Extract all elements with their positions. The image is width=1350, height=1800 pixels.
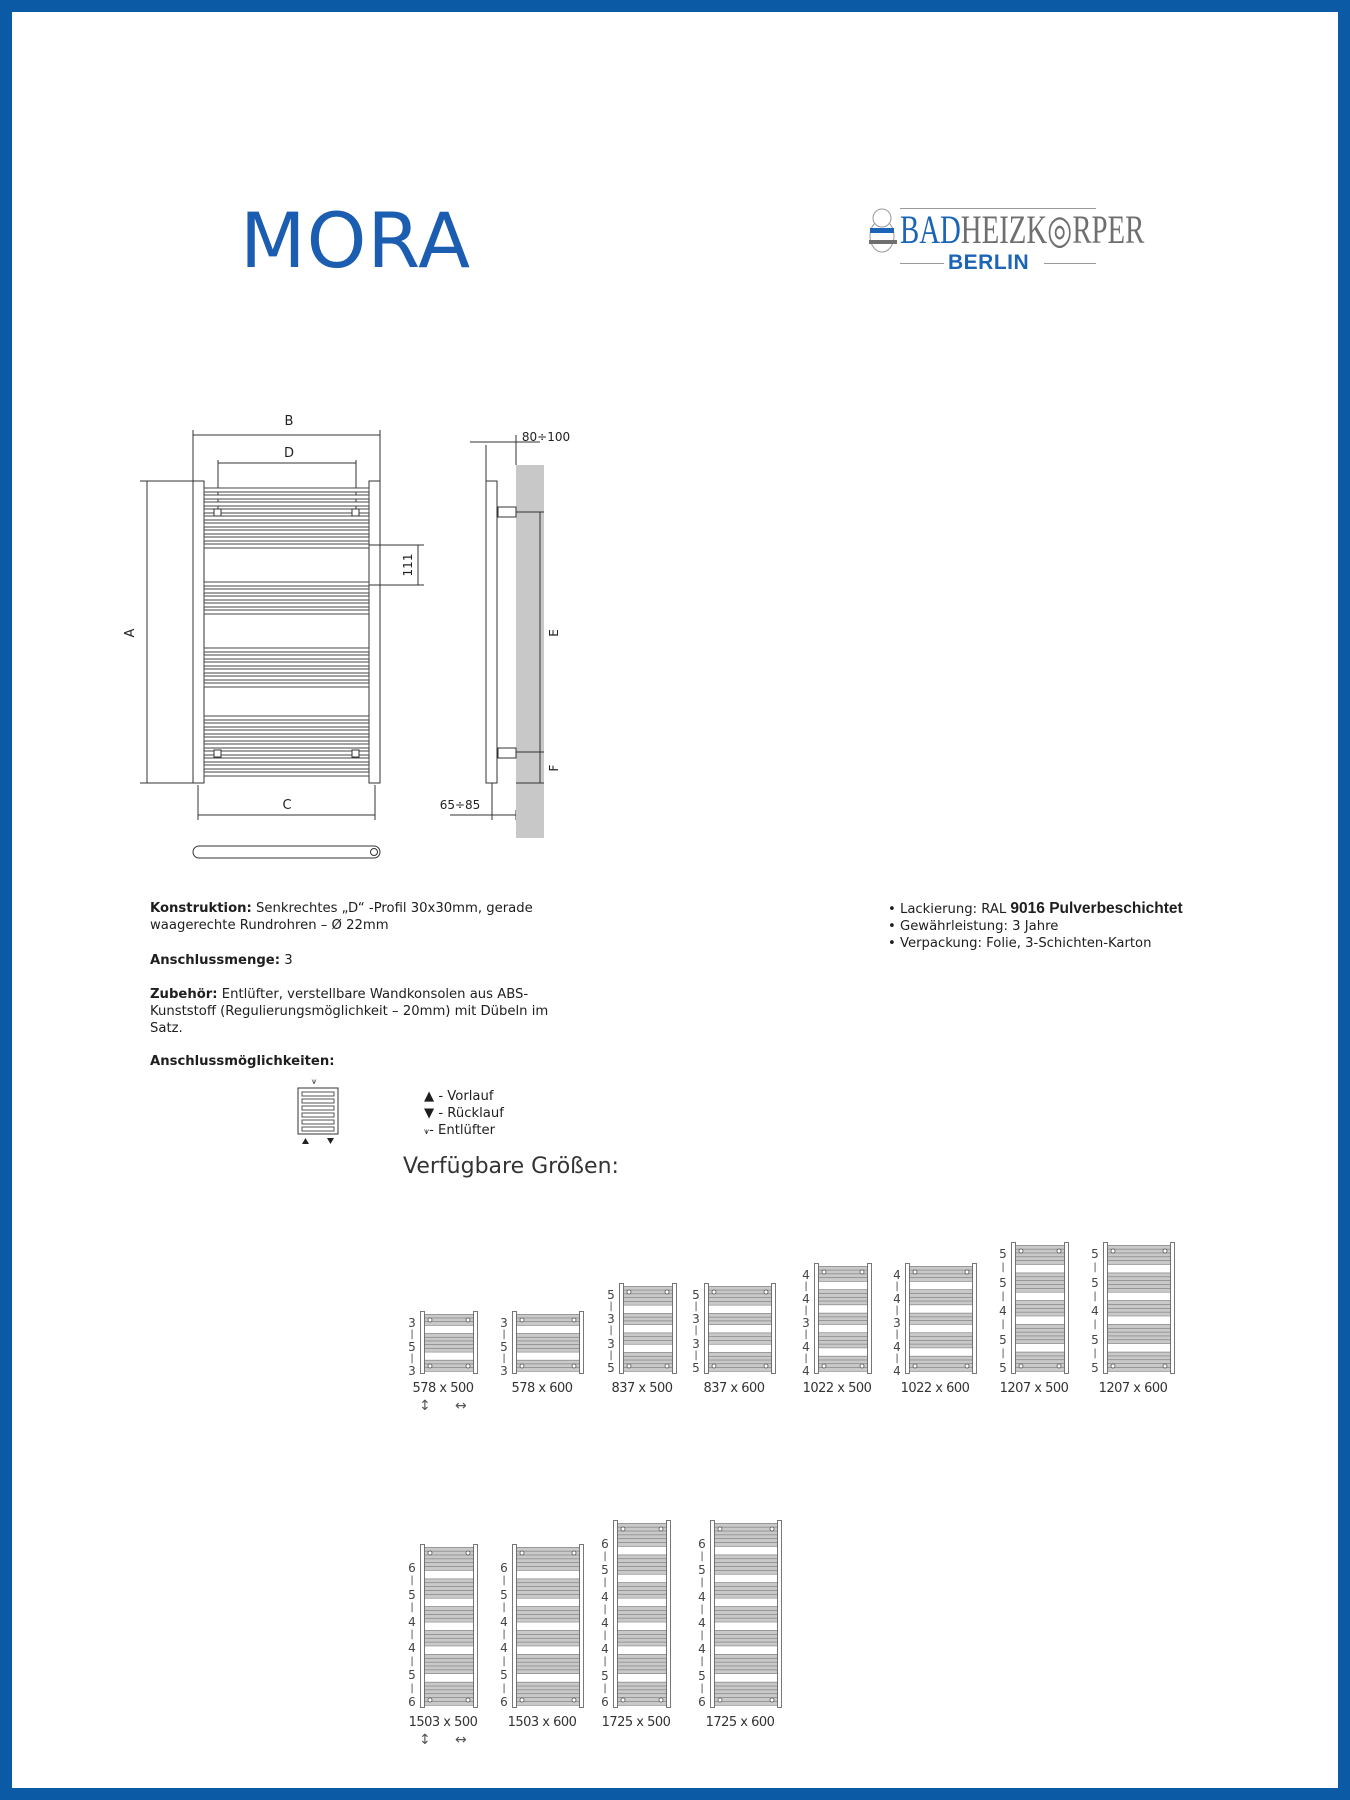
bar-group-count: 5 bbox=[607, 1360, 615, 1375]
spec-anschlussmenge: Anschlussmenge: 3 bbox=[150, 953, 293, 968]
bar-group-count: 5 bbox=[500, 1587, 508, 1602]
bar-group-count: 5 bbox=[1091, 1361, 1099, 1375]
feature-gewaehrleistung: • Gewährleistung: 3 Jahre bbox=[888, 919, 1059, 934]
bar-group-count: 4 bbox=[601, 1589, 609, 1604]
radiator-thumbnail bbox=[512, 1311, 584, 1374]
connection-diagram bbox=[270, 1074, 340, 1150]
bar-group-count: 4 bbox=[500, 1614, 508, 1629]
bar-group-counts: 5 | 5 | 4 | 5 | 5 bbox=[999, 1247, 1007, 1375]
dimension-label-a: A bbox=[123, 628, 138, 638]
dimension-label-d: D bbox=[283, 446, 295, 461]
bar-group-count: 4 bbox=[1091, 1304, 1099, 1318]
size-label: 1725 x 500 bbox=[601, 1715, 671, 1730]
bar-group-counts: 3 | 5 | 3 bbox=[500, 1316, 508, 1378]
bar-group-count: 3 bbox=[408, 1316, 416, 1330]
bar-group-counts: 5 | 3 | 3 | 5 bbox=[692, 1288, 700, 1375]
technical-drawing bbox=[110, 400, 570, 870]
bar-group-count: 5 bbox=[1091, 1275, 1099, 1290]
bar-group-count: 6 bbox=[500, 1561, 508, 1575]
height-arrow-icon: ↕ bbox=[419, 1732, 431, 1748]
vent-icon: ⩛ bbox=[424, 1127, 430, 1137]
bar-group-count: 4 bbox=[893, 1292, 901, 1306]
bar-group-count: 4 bbox=[893, 1364, 901, 1378]
legend-entluefter: ⩛- Entlüfter bbox=[424, 1123, 496, 1138]
dimension-label-e: E bbox=[547, 629, 561, 637]
bar-group-count: 5 bbox=[601, 1563, 609, 1578]
legend-vorlauf: ▲ - Vorlauf bbox=[424, 1089, 494, 1104]
bar-group-count: 5 bbox=[999, 1361, 1007, 1375]
bear-icon bbox=[866, 206, 902, 254]
bar-group-count: 4 bbox=[802, 1364, 810, 1378]
bar-group-count: 3 bbox=[500, 1364, 508, 1378]
bar-group-count: 4 bbox=[408, 1614, 416, 1629]
bar-group-count: 6 bbox=[698, 1537, 706, 1551]
size-label: 1503 x 600 bbox=[507, 1715, 577, 1730]
product-title: MORA bbox=[240, 196, 472, 285]
legend-ruecklauf: ▼ - Rücklauf bbox=[424, 1106, 504, 1121]
bar-group-count: 3 bbox=[408, 1364, 416, 1378]
dimension-label-111: 111 bbox=[401, 553, 415, 577]
bar-group-count: 4 bbox=[601, 1615, 609, 1630]
bar-group-count: 5 bbox=[1091, 1332, 1099, 1347]
bar-group-count: 4 bbox=[500, 1641, 508, 1656]
bar-group-count: 4 bbox=[893, 1340, 901, 1354]
wall-distance-top: 80÷100 bbox=[521, 430, 570, 444]
bar-group-count: 5 bbox=[999, 1247, 1007, 1261]
features-list bbox=[888, 900, 1183, 952]
size-label: 1725 x 600 bbox=[705, 1715, 775, 1730]
bar-group-counts: 6 | 5 | 4 | 4 | 5 | 6 bbox=[500, 1561, 508, 1709]
bar-group-counts: 6 | 5 | 4 | 4 | 4 | 5 | 6 bbox=[698, 1537, 706, 1709]
bar-group-counts: 4 | 4 | 3 | 4 | 4 bbox=[802, 1268, 810, 1378]
bar-group-count: 5 bbox=[408, 1340, 416, 1354]
spec-anschlussmoeglichkeiten: Anschlussmöglichkeiten: bbox=[150, 1054, 335, 1069]
bar-group-count: 5 bbox=[408, 1668, 416, 1683]
logo-city: BERLIN bbox=[948, 251, 1030, 274]
size-label: 1022 x 500 bbox=[802, 1381, 872, 1396]
bar-group-count: 4 bbox=[408, 1641, 416, 1656]
bar-group-count: 6 bbox=[601, 1694, 609, 1709]
bar-group-count: 4 bbox=[802, 1340, 810, 1354]
bar-group-count: 3 bbox=[607, 1312, 615, 1327]
radiator-thumbnail bbox=[814, 1263, 872, 1374]
bar-group-count: 6 bbox=[601, 1537, 609, 1551]
bar-group-counts: 5 | 5 | 4 | 5 | 5 bbox=[1091, 1247, 1099, 1375]
radiator-thumbnail bbox=[905, 1263, 977, 1374]
bar-group-counts: 3 | 5 | 3 bbox=[408, 1316, 416, 1378]
bar-group-count: 5 bbox=[999, 1332, 1007, 1347]
radiator-thumbnail bbox=[1011, 1242, 1069, 1374]
bar-group-count: 3 bbox=[802, 1316, 810, 1330]
bar-group-count: 5 bbox=[698, 1668, 706, 1683]
bar-group-count: 3 bbox=[893, 1316, 901, 1330]
spec-konstruktion: Konstruktion: Senkrechtes „D“ -Profil 30x30mm, gerade waagerechte Rundrohren – Ø 22mm bbox=[150, 901, 533, 933]
bar-group-count: 4 bbox=[802, 1268, 810, 1282]
logo-wordmark: BADHEIZK◎RPER bbox=[900, 207, 1145, 252]
radiator-thumbnail bbox=[619, 1283, 677, 1374]
size-label: 1503 x 500 bbox=[408, 1715, 478, 1730]
spec-zubehoer: Zubehör: Entlüfter, verstellbare Wandkonsolen aus ABS-Kunststoff (Regulierungsmöglichkeit – 20mm) mit Dübeln im Satz. bbox=[150, 987, 549, 1036]
bar-group-counts: 4 | 4 | 3 | 4 | 4 bbox=[893, 1268, 901, 1378]
bar-group-count: 6 bbox=[500, 1694, 508, 1709]
bar-group-count: 5 bbox=[1091, 1247, 1099, 1261]
radiator-thumbnail bbox=[704, 1283, 776, 1374]
bar-group-count: 3 bbox=[500, 1316, 508, 1330]
bar-group-count: 5 bbox=[692, 1288, 700, 1302]
radiator-thumbnail bbox=[1103, 1242, 1175, 1374]
feature-lackierung: • Lackierung: RAL 9016 Pulverbeschichtet bbox=[888, 900, 1183, 917]
size-label: 1022 x 600 bbox=[900, 1381, 970, 1396]
bar-group-count: 5 bbox=[999, 1275, 1007, 1290]
radiator-thumbnail bbox=[613, 1520, 671, 1708]
bar-group-count: 3 bbox=[692, 1312, 700, 1327]
bar-group-count: 5 bbox=[692, 1360, 700, 1375]
bar-group-count: 3 bbox=[692, 1336, 700, 1351]
bar-group-count: 4 bbox=[698, 1615, 706, 1630]
dimension-label-b: B bbox=[284, 414, 294, 429]
connection-legend bbox=[424, 1088, 504, 1139]
bar-group-counts: 5 | 3 | 3 | 5 bbox=[607, 1288, 615, 1375]
bar-group-counts: 6 | 5 | 4 | 4 | 4 | 5 | 6 bbox=[601, 1537, 609, 1709]
bar-group-count: 4 bbox=[698, 1642, 706, 1657]
width-arrow-icon: ↔ bbox=[455, 1398, 467, 1414]
bar-group-count: 6 bbox=[408, 1561, 416, 1575]
height-arrow-icon: ↕ bbox=[419, 1398, 431, 1414]
size-label: 578 x 600 bbox=[511, 1381, 573, 1396]
size-label: 578 x 500 bbox=[412, 1381, 474, 1396]
bar-group-counts: 6 | 5 | 4 | 4 | 5 | 6 bbox=[408, 1561, 416, 1709]
radiator-thumbnail bbox=[420, 1544, 478, 1708]
feature-verpackung: • Verpackung: Folie, 3-Schichten-Karton bbox=[888, 936, 1152, 951]
wall-distance-bottom: 65÷85 bbox=[439, 798, 481, 812]
size-label: 837 x 600 bbox=[703, 1381, 765, 1396]
bar-group-count: 3 bbox=[607, 1336, 615, 1351]
bar-group-count: 5 bbox=[500, 1668, 508, 1683]
size-label: 1207 x 500 bbox=[999, 1381, 1069, 1396]
dimension-label-f: F bbox=[547, 764, 561, 772]
size-label: 1207 x 600 bbox=[1098, 1381, 1168, 1396]
bar-group-count: 6 bbox=[408, 1694, 416, 1709]
radiator-thumbnail bbox=[512, 1544, 584, 1708]
bar-group-count: 5 bbox=[698, 1563, 706, 1578]
brand-logo bbox=[866, 206, 1145, 278]
radiator-thumbnail bbox=[420, 1311, 478, 1374]
svg-text:⩛: ⩛ bbox=[311, 1077, 317, 1087]
bar-group-count: 5 bbox=[408, 1587, 416, 1602]
width-arrow-icon: ↔ bbox=[455, 1732, 467, 1748]
bar-group-count: 4 bbox=[698, 1589, 706, 1604]
bar-group-count: 4 bbox=[893, 1268, 901, 1282]
sizes-title: Verfügbare Größen: bbox=[403, 1154, 619, 1179]
bar-group-count: 5 bbox=[500, 1340, 508, 1354]
size-label: 837 x 500 bbox=[611, 1381, 673, 1396]
bar-group-count: 5 bbox=[601, 1668, 609, 1683]
bar-group-count: 5 bbox=[607, 1288, 615, 1302]
bar-group-count: 4 bbox=[999, 1304, 1007, 1318]
dimension-label-c: C bbox=[282, 798, 292, 813]
bar-group-count: 6 bbox=[698, 1694, 706, 1709]
radiator-thumbnail bbox=[710, 1520, 782, 1708]
bar-group-count: 4 bbox=[802, 1292, 810, 1306]
bar-group-count: 4 bbox=[601, 1642, 609, 1657]
